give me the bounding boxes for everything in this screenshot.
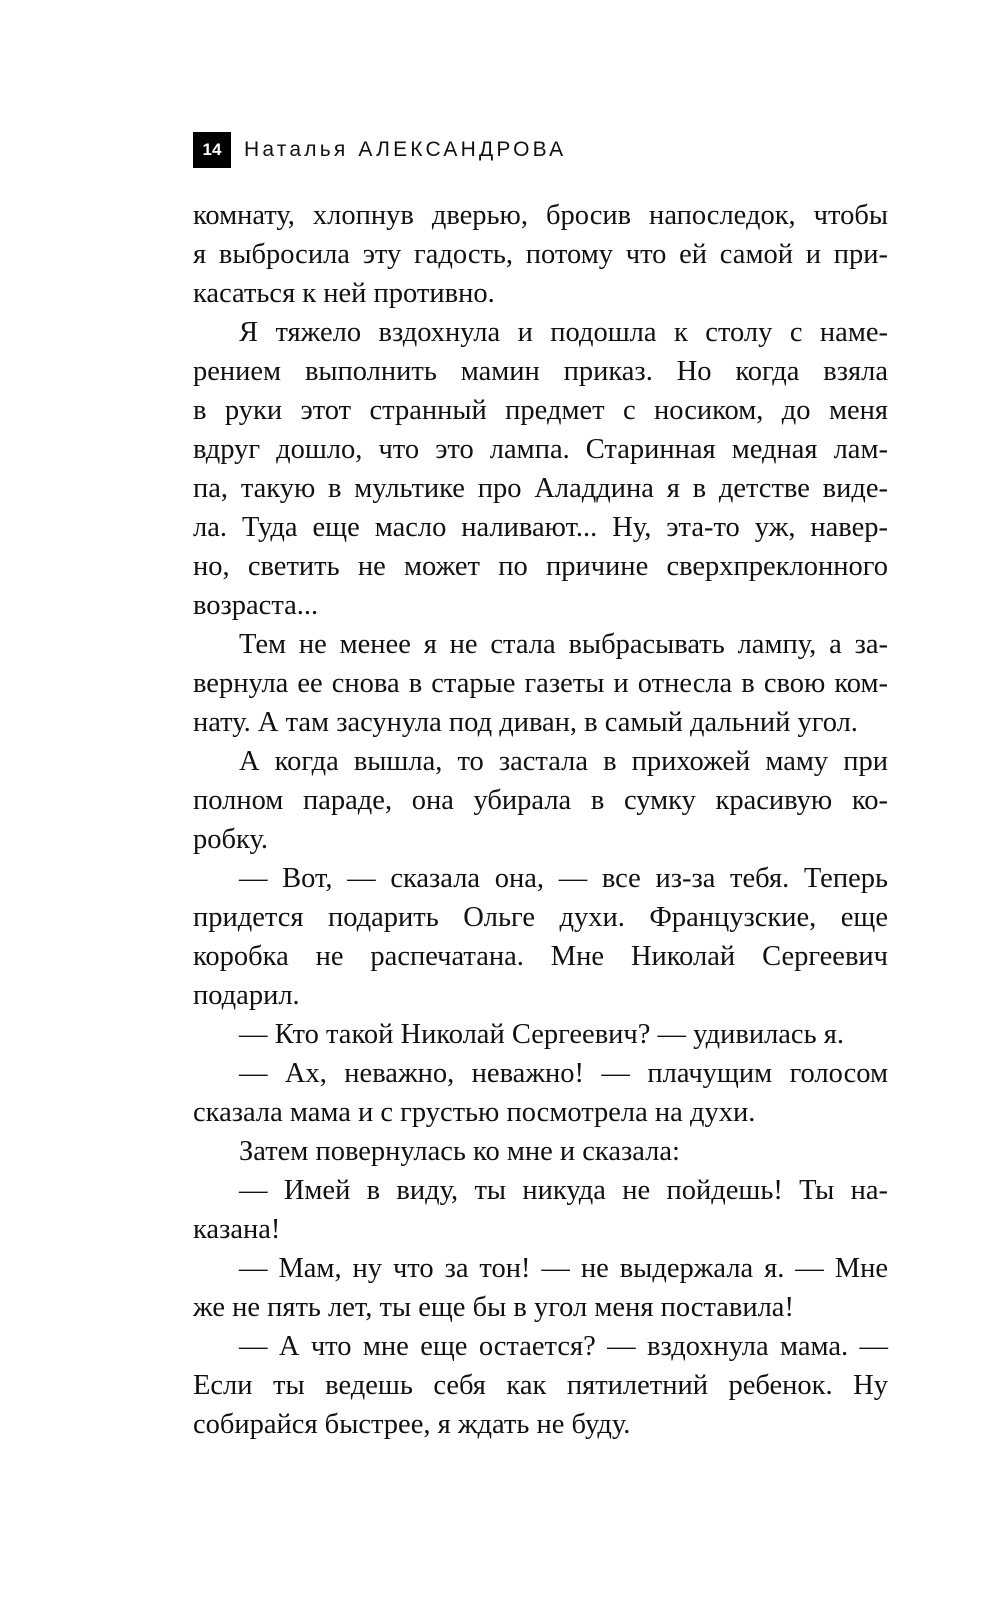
text-line: робку. [193,824,268,855]
text-line: — Кто такой Николай Сергеевич? — удивилась я. [239,1019,844,1050]
text-line: подарил. [193,980,300,1011]
text-line: полном параде, она убирала в сумку красивую ко- [193,785,888,816]
text-line: — Мам, ну что за тон! — не выдержала я. — Мне [239,1253,888,1284]
text-line: возраста... [193,590,319,621]
text-line: собирайся быстрее, я ждать не буду. [193,1409,631,1440]
text-line: па, такую в мультике про Аладдина я в детстве виде- [193,473,888,504]
text-line: Если ты ведешь себя как пятилетний ребенок. Ну [193,1370,888,1401]
running-header [193,132,566,168]
text-line: я выбросила эту гадость, потому что ей самой и при- [193,239,888,270]
page-number: 14 [193,132,231,168]
text-line: А когда вышла, то застала в прихожей маму при [239,746,888,777]
text-line: — Вот, — сказала она, — все из-за тебя. Теперь [239,863,888,894]
text-line: рением выполнить мамин приказ. Но когда взяла [193,356,888,387]
text-line: вдруг дошло, что это лампа. Старинная медная лам- [193,434,888,465]
text-line: вернула ее снова в старые газеты и отнесла в свою ком- [193,668,888,699]
text-line: сказала мама и с грустью посмотрела на духи. [193,1097,756,1128]
text-line: — Имей в виду, ты никуда не пойдешь! Ты на- [239,1175,888,1206]
text-line: нату. А там засунула под диван, в самый дальний угол. [193,707,858,738]
text-line: в руки этот странный предмет с носиком, до меня [193,395,888,426]
text-line: Я тяжело вздохнула и подошла к столу с наме- [239,317,888,348]
author-first-name: Наталья [244,138,349,161]
text-line: касаться к ней противно. [193,278,495,309]
text-line: комнату, хлопнув дверью, бросив напоследок, чтобы [193,200,888,231]
text-line: — Ах, неважно, неважно! — плачущим голосом [239,1058,888,1089]
author-last-name: АЛЕКСАНДРОВА [358,138,567,161]
page-body-text [193,196,888,1444]
text-line: но, светить не может по причине сверхпреклонного [193,551,888,582]
text-line: ла. Туда еще масло наливают... Ну, эта-то уж, навер- [193,512,888,543]
text-line: Тем не менее я не стала выбрасывать лампу, а за- [239,629,888,660]
text-line: Затем повернулась ко мне и сказала: [239,1136,680,1167]
text-line: придется подарить Ольге духи. Французские, еще [193,902,888,933]
author-name [244,138,566,162]
text-line: — А что мне еще остается? — вздохнула мама. — [239,1331,888,1362]
text-line: казана! [193,1214,281,1245]
text-line: коробка не распечатана. Мне Николай Сергеевич [193,941,888,972]
text-line: же не пять лет, ты еще бы в угол меня поставила! [193,1292,794,1323]
